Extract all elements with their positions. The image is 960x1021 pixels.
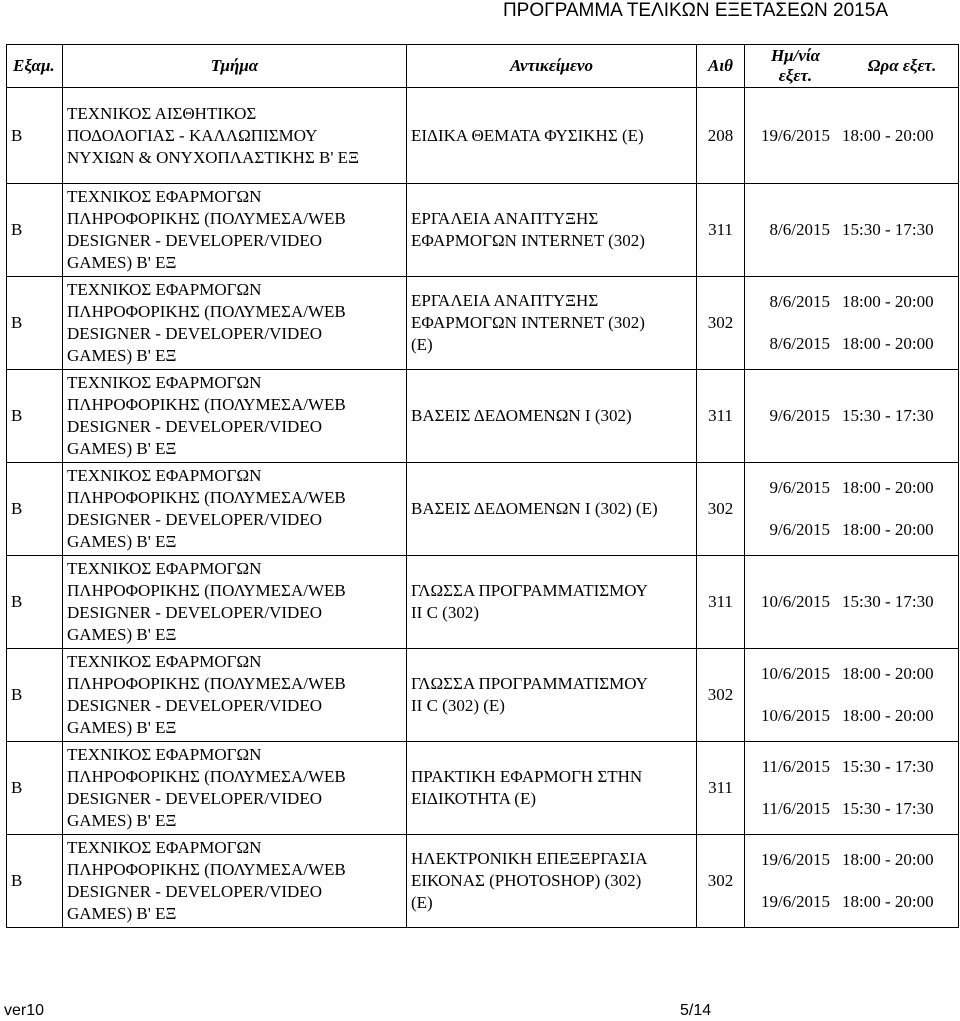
exam-date: 11/6/2015 [761,799,830,818]
room-cell: 311 [697,742,745,835]
exam-date: 8/6/2015 [769,334,830,353]
exam-slot [749,755,954,779]
exam-date: 9/6/2015 [769,520,830,539]
exam-slot [749,662,954,686]
exam-date: 10/6/2015 [761,592,830,611]
exam-time: 18:00 - 20:00 [842,664,934,683]
exam-slot [749,218,954,242]
subject-cell: ΠΡΑΚΤΙΚΗ ΕΦΑΡΜΟΓΗ ΣΤΗΝ ΕΙΔΙΚΟΤΗΤΑ (Ε) [407,742,697,835]
exam-date: 19/6/2015 [761,892,830,911]
header-room: Αιθ [697,45,745,88]
exam-time: 15:30 - 17:30 [842,220,934,239]
semester-cell: Β [7,742,63,835]
exam-time: 15:30 - 17:30 [842,799,934,818]
subject-cell: ΓΛΩΣΣΑ ΠΡΟΓΡΑΜΜΑΤΙΣΜΟΥ II C (302) [407,556,697,649]
semester-cell: Β [7,88,63,184]
header-time: Ωρα εξετ. [867,56,937,75]
exam-date: 10/6/2015 [761,706,830,725]
header-subject: Αντικείμενο [407,45,697,88]
exam-time: 15:30 - 17:30 [842,757,934,776]
date-time-cell [745,742,959,835]
exam-time: 15:30 - 17:30 [842,592,934,611]
date-time-cell [745,556,959,649]
table-row [7,556,959,649]
exam-date: 10/6/2015 [761,664,830,683]
exam-time: 18:00 - 20:00 [842,478,934,497]
semester-cell: Β [7,649,63,742]
exam-time: 18:00 - 20:00 [842,850,934,869]
subject-cell: ΗΛΕΚΤΡΟΝΙΚΗ ΕΠΕΞΕΡΓΑΣΙΑ ΕΙΚΟΝΑΣ (PHOTOSHOP) (302) (Ε) [407,835,697,928]
exam-date: 19/6/2015 [761,125,830,145]
subject-cell: ΒΑΣΕΙΣ ΔΕΔΟΜΕΝΩΝ Ι (302) (Ε) [407,463,697,556]
table-row [7,835,959,928]
exam-time: 18:00 - 20:00 [842,520,934,539]
room-cell: 311 [697,370,745,463]
date-time-cell [745,88,959,184]
exam-slot [749,704,954,728]
department-cell: ΤΕΧΝΙΚΟΣ ΑΙΣΘΗΤΙΚΟΣ ΠΟΔΟΛΟΓΙΑΣ - ΚΑΛΛΩΠΙΣΜΟΥ ΝΥΧΙΩΝ & ΟΝΥΧΟΠΛΑΣΤΙΚΗΣ Β' ΕΞ [63,88,407,184]
department-cell: ΤΕΧΝΙΚΟΣ ΕΦΑΡΜΟΓΩΝ ΠΛΗΡΟΦΟΡΙΚΗΣ (ΠΟΛΥΜΕΣΑ/WEB DESIGNER - DEVELOPER/VIDEO GAMES) Β' ΕΞ [63,649,407,742]
room-cell: 302 [697,463,745,556]
exam-slot [749,124,954,148]
exam-time: 18:00 - 20:00 [842,892,934,911]
semester-cell: Β [7,556,63,649]
exam-date: 9/6/2015 [769,406,830,425]
exam-slot [749,404,954,428]
subject-cell: ΓΛΩΣΣΑ ΠΡΟΓΡΑΜΜΑΤΙΣΜΟΥ II C (302) (Ε) [407,649,697,742]
exam-date: 19/6/2015 [761,850,830,869]
room-cell: 302 [697,649,745,742]
date-time-cell [745,370,959,463]
date-time-cell [745,463,959,556]
department-cell: ΤΕΧΝΙΚΟΣ ΕΦΑΡΜΟΓΩΝ ΠΛΗΡΟΦΟΡΙΚΗΣ (ΠΟΛΥΜΕΣΑ/WEB DESIGNER - DEVELOPER/VIDEO GAMES) Β' ΕΞ [63,742,407,835]
footer-page-number: 5/14 [680,1002,712,1019]
header-date: Ημ/νία εξετ. [770,46,821,85]
department-cell: ΤΕΧΝΙΚΟΣ ΕΦΑΡΜΟΓΩΝ ΠΛΗΡΟΦΟΡΙΚΗΣ (ΠΟΛΥΜΕΣΑ/WEB DESIGNER - DEVELOPER/VIDEO GAMES) Β' ΕΞ [63,184,407,277]
date-time-cell [745,184,959,277]
header-department: Τμήμα [63,45,407,88]
exam-slot [749,476,954,500]
page-title: ΠΡΟΓΡΑΜΜΑ ΤΕΛΙΚΩΝ ΕΞΕΤΑΣΕΩΝ 2015Α [502,0,888,21]
exam-slot [749,797,954,821]
room-cell: 208 [697,88,745,184]
semester-cell: Β [7,277,63,370]
exam-slot [749,590,954,614]
header-date-time [745,45,959,88]
exam-slot [749,290,954,314]
room-cell: 302 [697,835,745,928]
table-row [7,184,959,277]
table-row [7,742,959,835]
table-row [7,370,959,463]
department-cell: ΤΕΧΝΙΚΟΣ ΕΦΑΡΜΟΓΩΝ ΠΛΗΡΟΦΟΡΙΚΗΣ (ΠΟΛΥΜΕΣΑ/WEB DESIGNER - DEVELOPER/VIDEO GAMES) Β' ΕΞ [63,277,407,370]
exam-time: 18:00 - 20:00 [842,334,934,353]
subject-cell: ΕΙΔΙΚΑ ΘΕΜΑΤΑ ΦΥΣΙΚΗΣ (Ε) [407,88,697,184]
exam-time: 15:30 - 17:30 [842,406,934,425]
footer-version: ver10 [4,1002,45,1019]
subject-cell: ΕΡΓΑΛΕΙΑ ΑΝΑΠΤΥΞΗΣ ΕΦΑΡΜΟΓΩΝ INTERNET (302) (Ε) [407,277,697,370]
exam-date: 11/6/2015 [761,757,830,776]
exam-time: 18:00 - 20:00 [842,706,934,725]
department-cell: ΤΕΧΝΙΚΟΣ ΕΦΑΡΜΟΓΩΝ ΠΛΗΡΟΦΟΡΙΚΗΣ (ΠΟΛΥΜΕΣΑ/WEB DESIGNER - DEVELOPER/VIDEO GAMES) Β' ΕΞ [63,835,407,928]
date-time-cell [745,835,959,928]
room-cell: 302 [697,277,745,370]
semester-cell: Β [7,184,63,277]
department-cell: ΤΕΧΝΙΚΟΣ ΕΦΑΡΜΟΓΩΝ ΠΛΗΡΟΦΟΡΙΚΗΣ (ΠΟΛΥΜΕΣΑ/WEB DESIGNER - DEVELOPER/VIDEO GAMES) Β' ΕΞ [63,370,407,463]
table-header-row [7,45,959,88]
semester-cell: Β [7,835,63,928]
department-cell: ΤΕΧΝΙΚΟΣ ΕΦΑΡΜΟΓΩΝ ΠΛΗΡΟΦΟΡΙΚΗΣ (ΠΟΛΥΜΕΣΑ/WEB DESIGNER - DEVELOPER/VIDEO GAMES) Β' ΕΞ [63,556,407,649]
exam-time: 18:00 - 20:00 [842,125,934,145]
room-cell: 311 [697,184,745,277]
table-row [7,277,959,370]
exam-slot [749,332,954,356]
semester-cell: Β [7,463,63,556]
subject-cell: ΒΑΣΕΙΣ ΔΕΔΟΜΕΝΩΝ Ι (302) [407,370,697,463]
exam-date: 8/6/2015 [769,220,830,239]
table-row [7,463,959,556]
exam-time: 18:00 - 20:00 [842,292,934,311]
semester-cell: Β [7,370,63,463]
exam-slot [749,890,954,914]
header-semester: Εξαμ. [7,45,63,88]
department-cell: ΤΕΧΝΙΚΟΣ ΕΦΑΡΜΟΓΩΝ ΠΛΗΡΟΦΟΡΙΚΗΣ (ΠΟΛΥΜΕΣΑ/WEB DESIGNER - DEVELOPER/VIDEO GAMES) Β' ΕΞ [63,463,407,556]
exam-slot [749,518,954,542]
table-row [7,649,959,742]
room-cell: 311 [697,556,745,649]
date-time-cell [745,277,959,370]
exam-date: 8/6/2015 [769,292,830,311]
exam-date: 9/6/2015 [769,478,830,497]
date-time-cell [745,649,959,742]
subject-cell: ΕΡΓΑΛΕΙΑ ΑΝΑΠΤΥΞΗΣ ΕΦΑΡΜΟΓΩΝ INTERNET (302) [407,184,697,277]
exam-schedule-table [6,44,959,928]
table-row [7,88,959,184]
exam-slot [749,848,954,872]
